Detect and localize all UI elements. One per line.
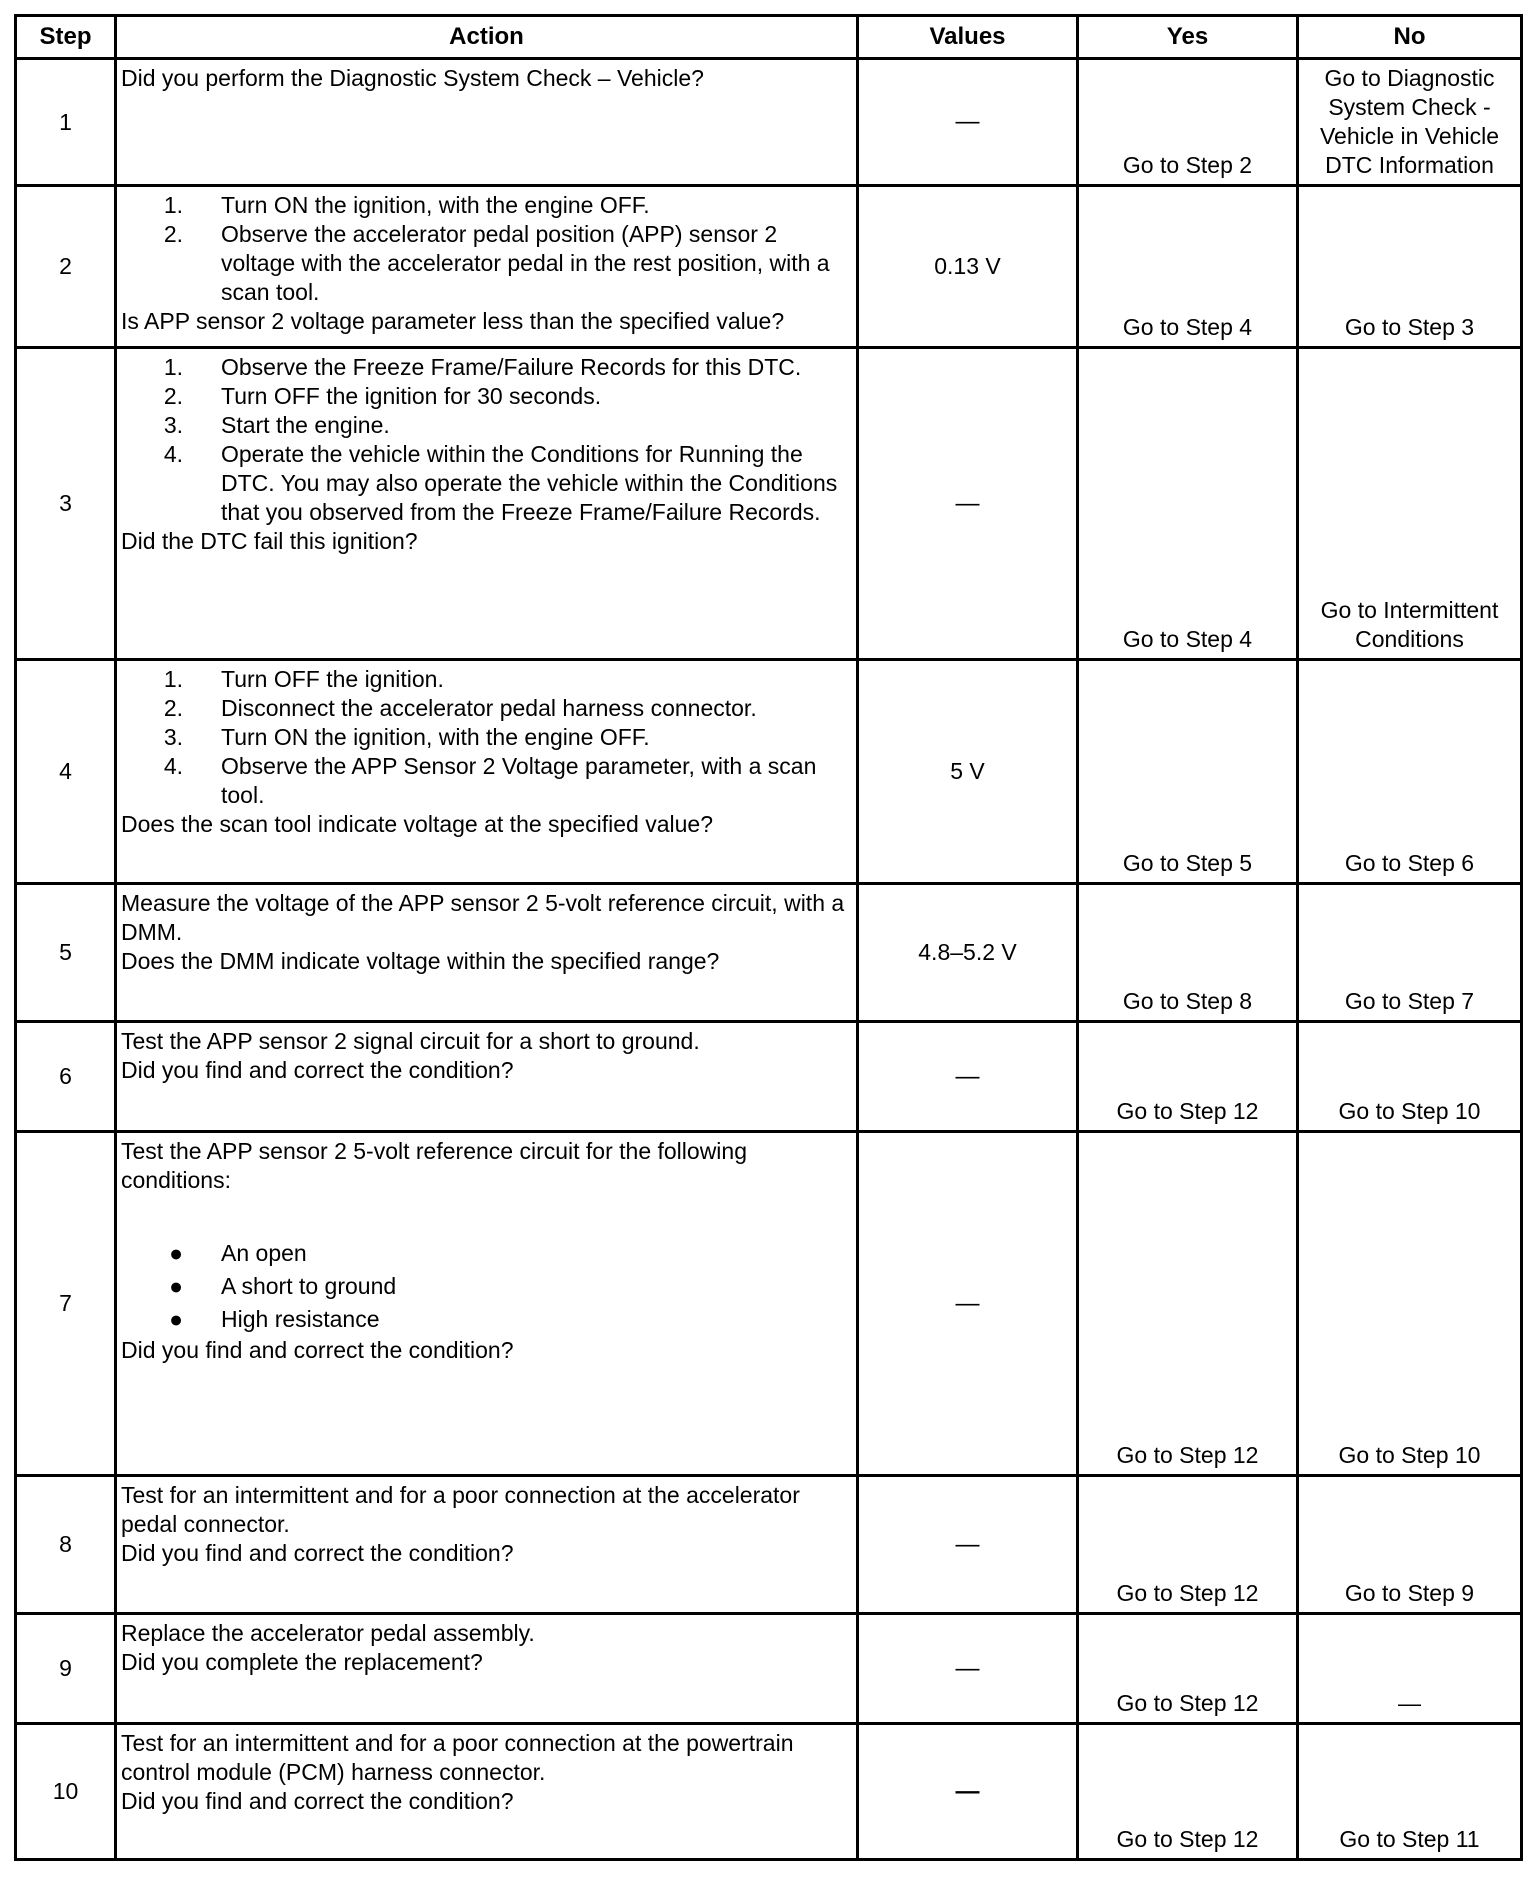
list-item: 4. Observe the APP Sensor 2 Voltage parameter, with a scan tool. <box>163 753 817 808</box>
action-cell <box>116 1614 858 1724</box>
action-text: Replace the accelerator pedal assembly. <box>121 1620 535 1646</box>
header-step: Step <box>16 16 116 59</box>
action-question: Did you complete the replacement? <box>121 1649 483 1675</box>
numbered-list <box>121 353 852 527</box>
list-item: 2. Turn OFF the ignition for 30 seconds. <box>163 383 602 409</box>
action-cell <box>116 348 858 660</box>
yes-cell: Go to Step 12 <box>1078 1022 1298 1132</box>
values-cell: 0.13 V <box>858 186 1078 348</box>
yes-cell: Go to Step 12 <box>1078 1476 1298 1614</box>
no-cell: Go to Step 10 <box>1298 1132 1522 1476</box>
list-item: 1. Turn OFF the ignition. <box>163 666 444 692</box>
no-cell: Go to Step 11 <box>1298 1724 1522 1860</box>
header-no: No <box>1298 16 1522 59</box>
no-cell: Go to Step 9 <box>1298 1476 1522 1614</box>
table-row <box>16 1022 1522 1132</box>
list-item: ● High resistance <box>169 1306 380 1332</box>
list-item: 2. Observe the accelerator pedal position (APP) sensor 2 voltage with the accelerator pedal in the rest position, with a scan tool. <box>163 221 830 305</box>
action-cell <box>116 186 858 348</box>
no-cell: — <box>1298 1614 1522 1724</box>
step-number: 10 <box>16 1724 116 1860</box>
numbered-list <box>121 191 852 307</box>
header-yes: Yes <box>1078 16 1298 59</box>
list-item: ● An open <box>169 1240 307 1266</box>
no-cell: Go to Step 10 <box>1298 1022 1522 1132</box>
action-cell <box>116 1476 858 1614</box>
table-row <box>16 884 1522 1022</box>
list-item: 1. Observe the Freeze Frame/Failure Records for this DTC. <box>163 354 802 380</box>
no-cell: Go to Step 7 <box>1298 884 1522 1022</box>
values-cell: — <box>858 1022 1078 1132</box>
table-row <box>16 1476 1522 1614</box>
yes-cell: Go to Step 5 <box>1078 660 1298 884</box>
action-cell <box>116 660 858 884</box>
table-row <box>16 1614 1522 1724</box>
values-cell: — <box>858 1132 1078 1476</box>
action-question: Did you find and correct the condition? <box>121 1788 514 1814</box>
action-cell <box>116 1022 858 1132</box>
yes-cell: Go to Step 12 <box>1078 1724 1298 1860</box>
step-number: 5 <box>16 884 116 1022</box>
step-number: 9 <box>16 1614 116 1724</box>
action-text: Test for an intermittent and for a poor connection at the powertrain control module (PCM) harness connector. <box>121 1730 794 1785</box>
action-text: Did you perform the Diagnostic System Check – Vehicle? <box>121 65 704 91</box>
values-cell: 4.8–5.2 V <box>858 884 1078 1022</box>
table-row <box>16 1132 1522 1476</box>
action-question: Did the DTC fail this ignition? <box>121 528 418 554</box>
action-cell <box>116 884 858 1022</box>
action-text: Test the APP sensor 2 5-volt reference circuit for the following conditions: <box>121 1138 747 1193</box>
values-cell: — <box>858 1614 1078 1724</box>
table-row <box>16 59 1522 186</box>
step-number: 7 <box>16 1132 116 1476</box>
action-cell <box>116 1724 858 1860</box>
list-item: 4. Operate the vehicle within the Conditions for Running the DTC. You may also operate the vehicle within the Conditions that you observed from the Freeze Frame/Failure Records. <box>163 441 838 525</box>
step-number: 1 <box>16 59 116 186</box>
values-cell: — <box>858 1724 1078 1860</box>
diagnostic-table <box>14 14 1523 1861</box>
action-question: Did you find and correct the condition? <box>121 1057 514 1083</box>
no-cell: Go to Step 3 <box>1298 186 1522 348</box>
yes-cell: Go to Step 2 <box>1078 59 1298 186</box>
action-text: Test for an intermittent and for a poor connection at the accelerator pedal connector. <box>121 1482 800 1537</box>
list-item: 3. Turn ON the ignition, with the engine OFF. <box>163 724 650 750</box>
step-number: 3 <box>16 348 116 660</box>
values-cell: — <box>858 59 1078 186</box>
no-cell: Go to Intermittent Conditions <box>1298 348 1522 660</box>
no-cell: Go to Step 6 <box>1298 660 1522 884</box>
step-number: 4 <box>16 660 116 884</box>
numbered-list <box>121 665 852 810</box>
values-cell: — <box>858 348 1078 660</box>
action-cell <box>116 59 858 186</box>
header-action: Action <box>116 16 858 59</box>
yes-cell: Go to Step 4 <box>1078 186 1298 348</box>
step-number: 2 <box>16 186 116 348</box>
list-item: 1. Turn ON the ignition, with the engine OFF. <box>163 192 650 218</box>
action-question: Is APP sensor 2 voltage parameter less than the specified value? <box>121 308 785 334</box>
list-item: ● A short to ground <box>169 1273 397 1299</box>
yes-cell: Go to Step 12 <box>1078 1614 1298 1724</box>
step-number: 8 <box>16 1476 116 1614</box>
yes-cell: Go to Step 12 <box>1078 1132 1298 1476</box>
action-question: Does the DMM indicate voltage within the specified range? <box>121 948 720 974</box>
table-row <box>16 1724 1522 1860</box>
table-row <box>16 660 1522 884</box>
list-item: 2. Disconnect the accelerator pedal harness connector. <box>163 695 757 721</box>
action-text: Measure the voltage of the APP sensor 2 5-volt reference circuit, with a DMM. <box>121 890 845 945</box>
table-row <box>16 186 1522 348</box>
values-cell: 5 V <box>858 660 1078 884</box>
table-row <box>16 348 1522 660</box>
action-question: Did you find and correct the condition? <box>121 1337 514 1363</box>
yes-cell: Go to Step 4 <box>1078 348 1298 660</box>
yes-cell: Go to Step 8 <box>1078 884 1298 1022</box>
step-number: 6 <box>16 1022 116 1132</box>
values-cell: — <box>858 1476 1078 1614</box>
no-cell: Go to Diagnostic System Check - Vehicle in Vehicle DTC Information <box>1298 59 1522 186</box>
action-question: Does the scan tool indicate voltage at the specified value? <box>121 811 713 837</box>
header-row <box>16 16 1522 59</box>
header-values: Values <box>858 16 1078 59</box>
action-text: Test the APP sensor 2 signal circuit for a short to ground. <box>121 1028 700 1054</box>
list-item: 3. Start the engine. <box>163 412 390 438</box>
action-question: Did you find and correct the condition? <box>121 1540 514 1566</box>
action-cell <box>116 1132 858 1476</box>
bullet-list <box>121 1237 852 1336</box>
